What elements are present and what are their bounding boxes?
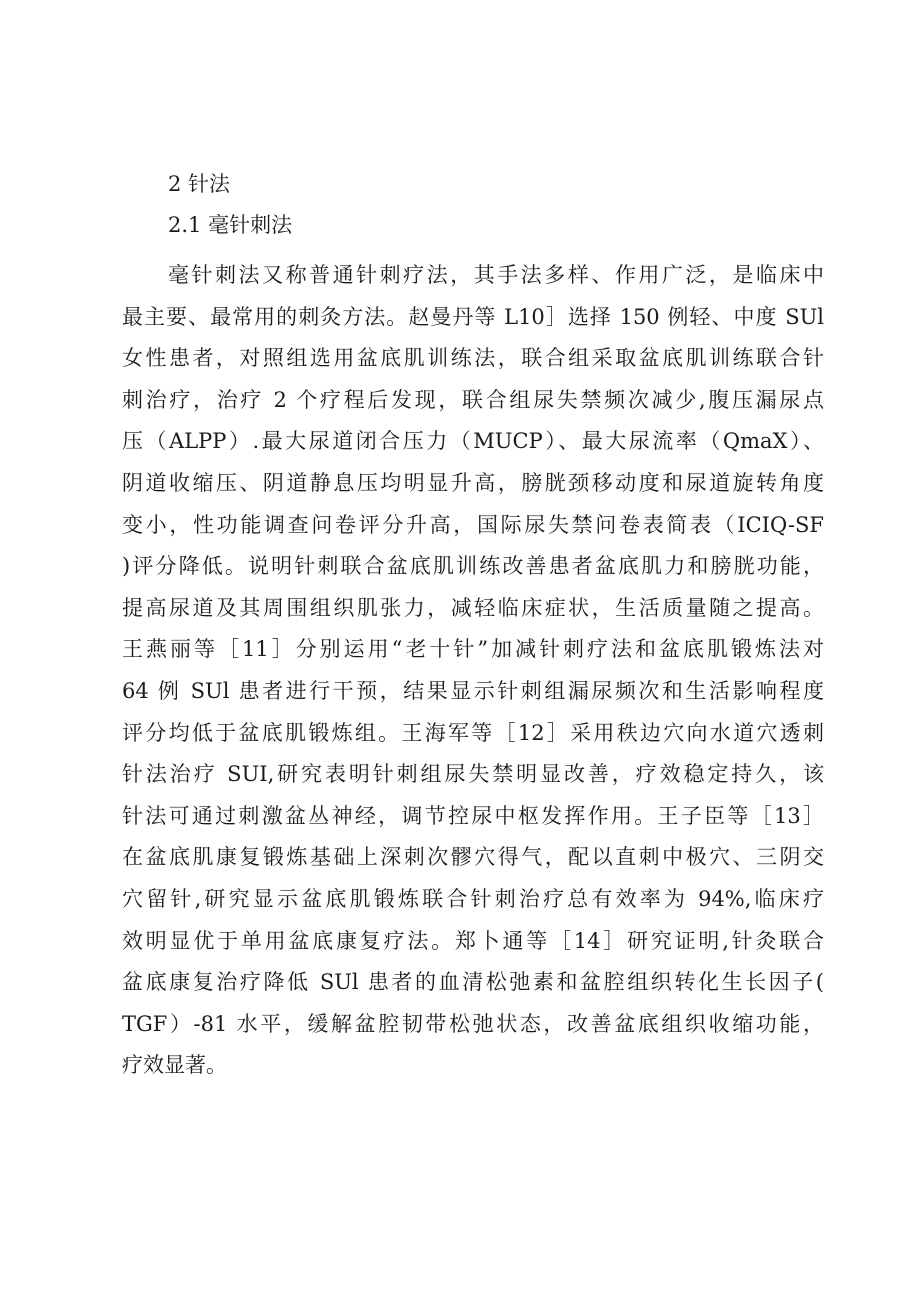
- paragraph-line: 最主要、最常用的刺灸方法。赵曼丹等 L10］选择 150 例轻、中度 SUl: [122, 304, 824, 329]
- paragraph-line: 阴道收缩压、阴道静息压均明显升高，膀胱颈移动度和尿道旋转角度: [122, 470, 824, 495]
- paragraph-line: 压（ALPP）.最大尿道闭合压力（MUCP）、最大尿流率（QmaX）、: [122, 429, 824, 454]
- paragraph-line: 提高尿道及其周围组织肌张力，减轻临床症状，生活质量随之提高。: [122, 595, 824, 620]
- paragraph-line: 变小，性功能调查问卷评分升高，国际尿失禁问卷表简表（ICIQ-SF: [122, 512, 824, 537]
- paragraph-line: 女性患者，对照组选用盆底肌训练法，联合组采取盆底肌训练联合针: [122, 346, 824, 371]
- paragraph-line: 王燕丽等［11］分别运用“老十针”加减针刺疗法和盆底肌锻炼法对: [122, 637, 824, 662]
- paragraph-line: TGF）-81 水平，缓解盆腔韧带松弛状态，改善盆底组织收缩功能，: [122, 1011, 824, 1036]
- paragraph-line: 刺治疗，治疗 2 个疗程后发现，联合组尿失禁频次减少,腹压漏尿点: [122, 387, 824, 412]
- paragraph-line: 针法治疗 SUI,研究表明针刺组尿失禁明显改善，疗效稳定持久，该: [122, 762, 824, 787]
- paragraph-line: 在盆底肌康复锻炼基础上深刺次髎穴得气，配以直刺中极穴、三阴交: [122, 845, 824, 870]
- subsection-heading: 2.1 毫针刺法: [168, 213, 293, 237]
- paragraph-line: 盆底康复治疗降低 SUl 患者的血清松弛素和盆腔组织转化生长因子(: [122, 970, 824, 995]
- paragraph-line: 针法可通过刺激盆丛神经，调节控尿中枢发挥作用。王子臣等［13］: [122, 803, 824, 828]
- body-paragraph: [122, 255, 824, 1087]
- section-heading: 2 针法: [168, 172, 231, 196]
- paragraph-line: 64 例 SUl 患者进行干预，结果显示针刺组漏尿频次和生活影响程度: [122, 678, 824, 703]
- paragraph-line: 疗效显著。: [122, 1053, 227, 1078]
- paragraph-line: 评分均低于盆底肌锻炼组。王海军等［12］采用秩边穴向水道穴透刺: [122, 720, 824, 745]
- paragraph-line: )评分降低。说明针刺联合盆底肌训练改善患者盆底肌力和膀胱功能，: [122, 554, 824, 579]
- paragraph-line: 毫针刺法又称普通针刺疗法，其手法多样、作用广泛，是临床中: [168, 263, 824, 287]
- paragraph-line: 效明显优于单用盆底康复疗法。郑卜通等［14］研究证明,针灸联合: [122, 928, 824, 953]
- paragraph-line: 穴留针,研究显示盆底肌锻炼联合针刺治疗总有效率为 94%,临床疗: [122, 886, 824, 911]
